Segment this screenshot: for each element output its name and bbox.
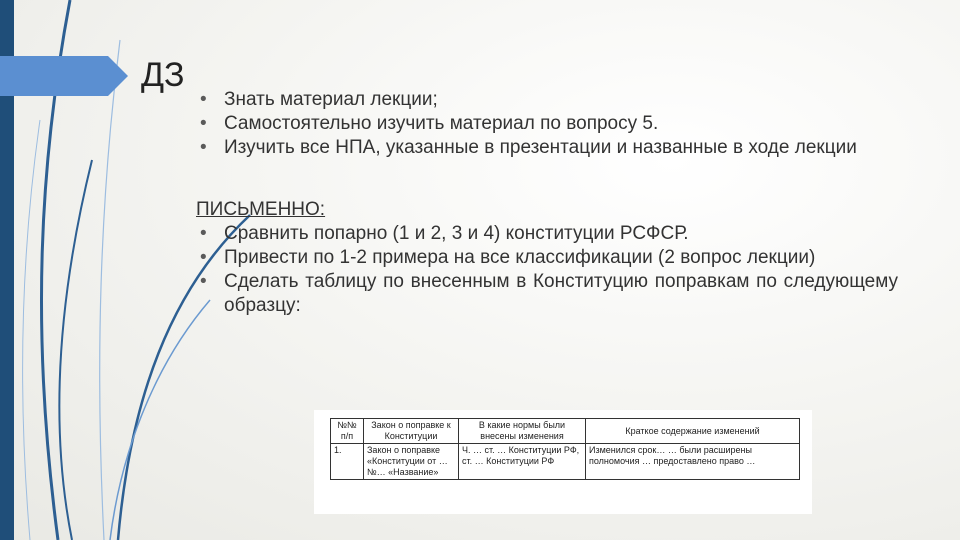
list-item: • Знать материал лекции; — [196, 88, 898, 112]
written-heading: ПИСЬМЕННО: — [196, 199, 326, 220]
table-cell: Ч. … ст. … Конституции РФ, ст. … Конституции РФ — [459, 444, 586, 480]
sample-table-image — [314, 410, 812, 514]
slide-content — [196, 88, 898, 318]
homework-list — [196, 88, 898, 160]
slide-title: ДЗ — [141, 56, 185, 94]
list-item: • Изучить все НПА, указанные в презентации и названные в ходе лекции — [196, 136, 898, 160]
written-tasks-list — [196, 222, 898, 318]
table-header: Закон о поправке к Конституции — [364, 419, 459, 444]
sample-table — [330, 418, 800, 480]
list-item: • Сравнить попарно (1 и 2, 3 и 4) конституции РСФСР. — [196, 222, 898, 246]
table-cell: Закон о поправке «Конституции от … №… «Название» — [364, 444, 459, 480]
list-item: • Привести по 1-2 примера на все классификации (2 вопрос лекции) — [196, 246, 898, 270]
list-item: • Сделать таблицу по внесенным в Конституцию поправкам по следующему образцу: — [196, 270, 898, 318]
table-header: №№ п/п — [331, 419, 364, 444]
table-header: В какие нормы были внесены изменения — [459, 419, 586, 444]
table-header-row — [331, 419, 800, 444]
table-cell: 1. — [331, 444, 364, 480]
table-row — [331, 444, 800, 480]
title-arrow-icon — [0, 56, 128, 96]
table-cell: Изменился срок… … были расширены полномочия … предоставлено право … — [586, 444, 800, 480]
table-header: Краткое содержание изменений — [586, 419, 800, 444]
list-item: • Самостоятельно изучить материал по вопросу 5. — [196, 112, 898, 136]
